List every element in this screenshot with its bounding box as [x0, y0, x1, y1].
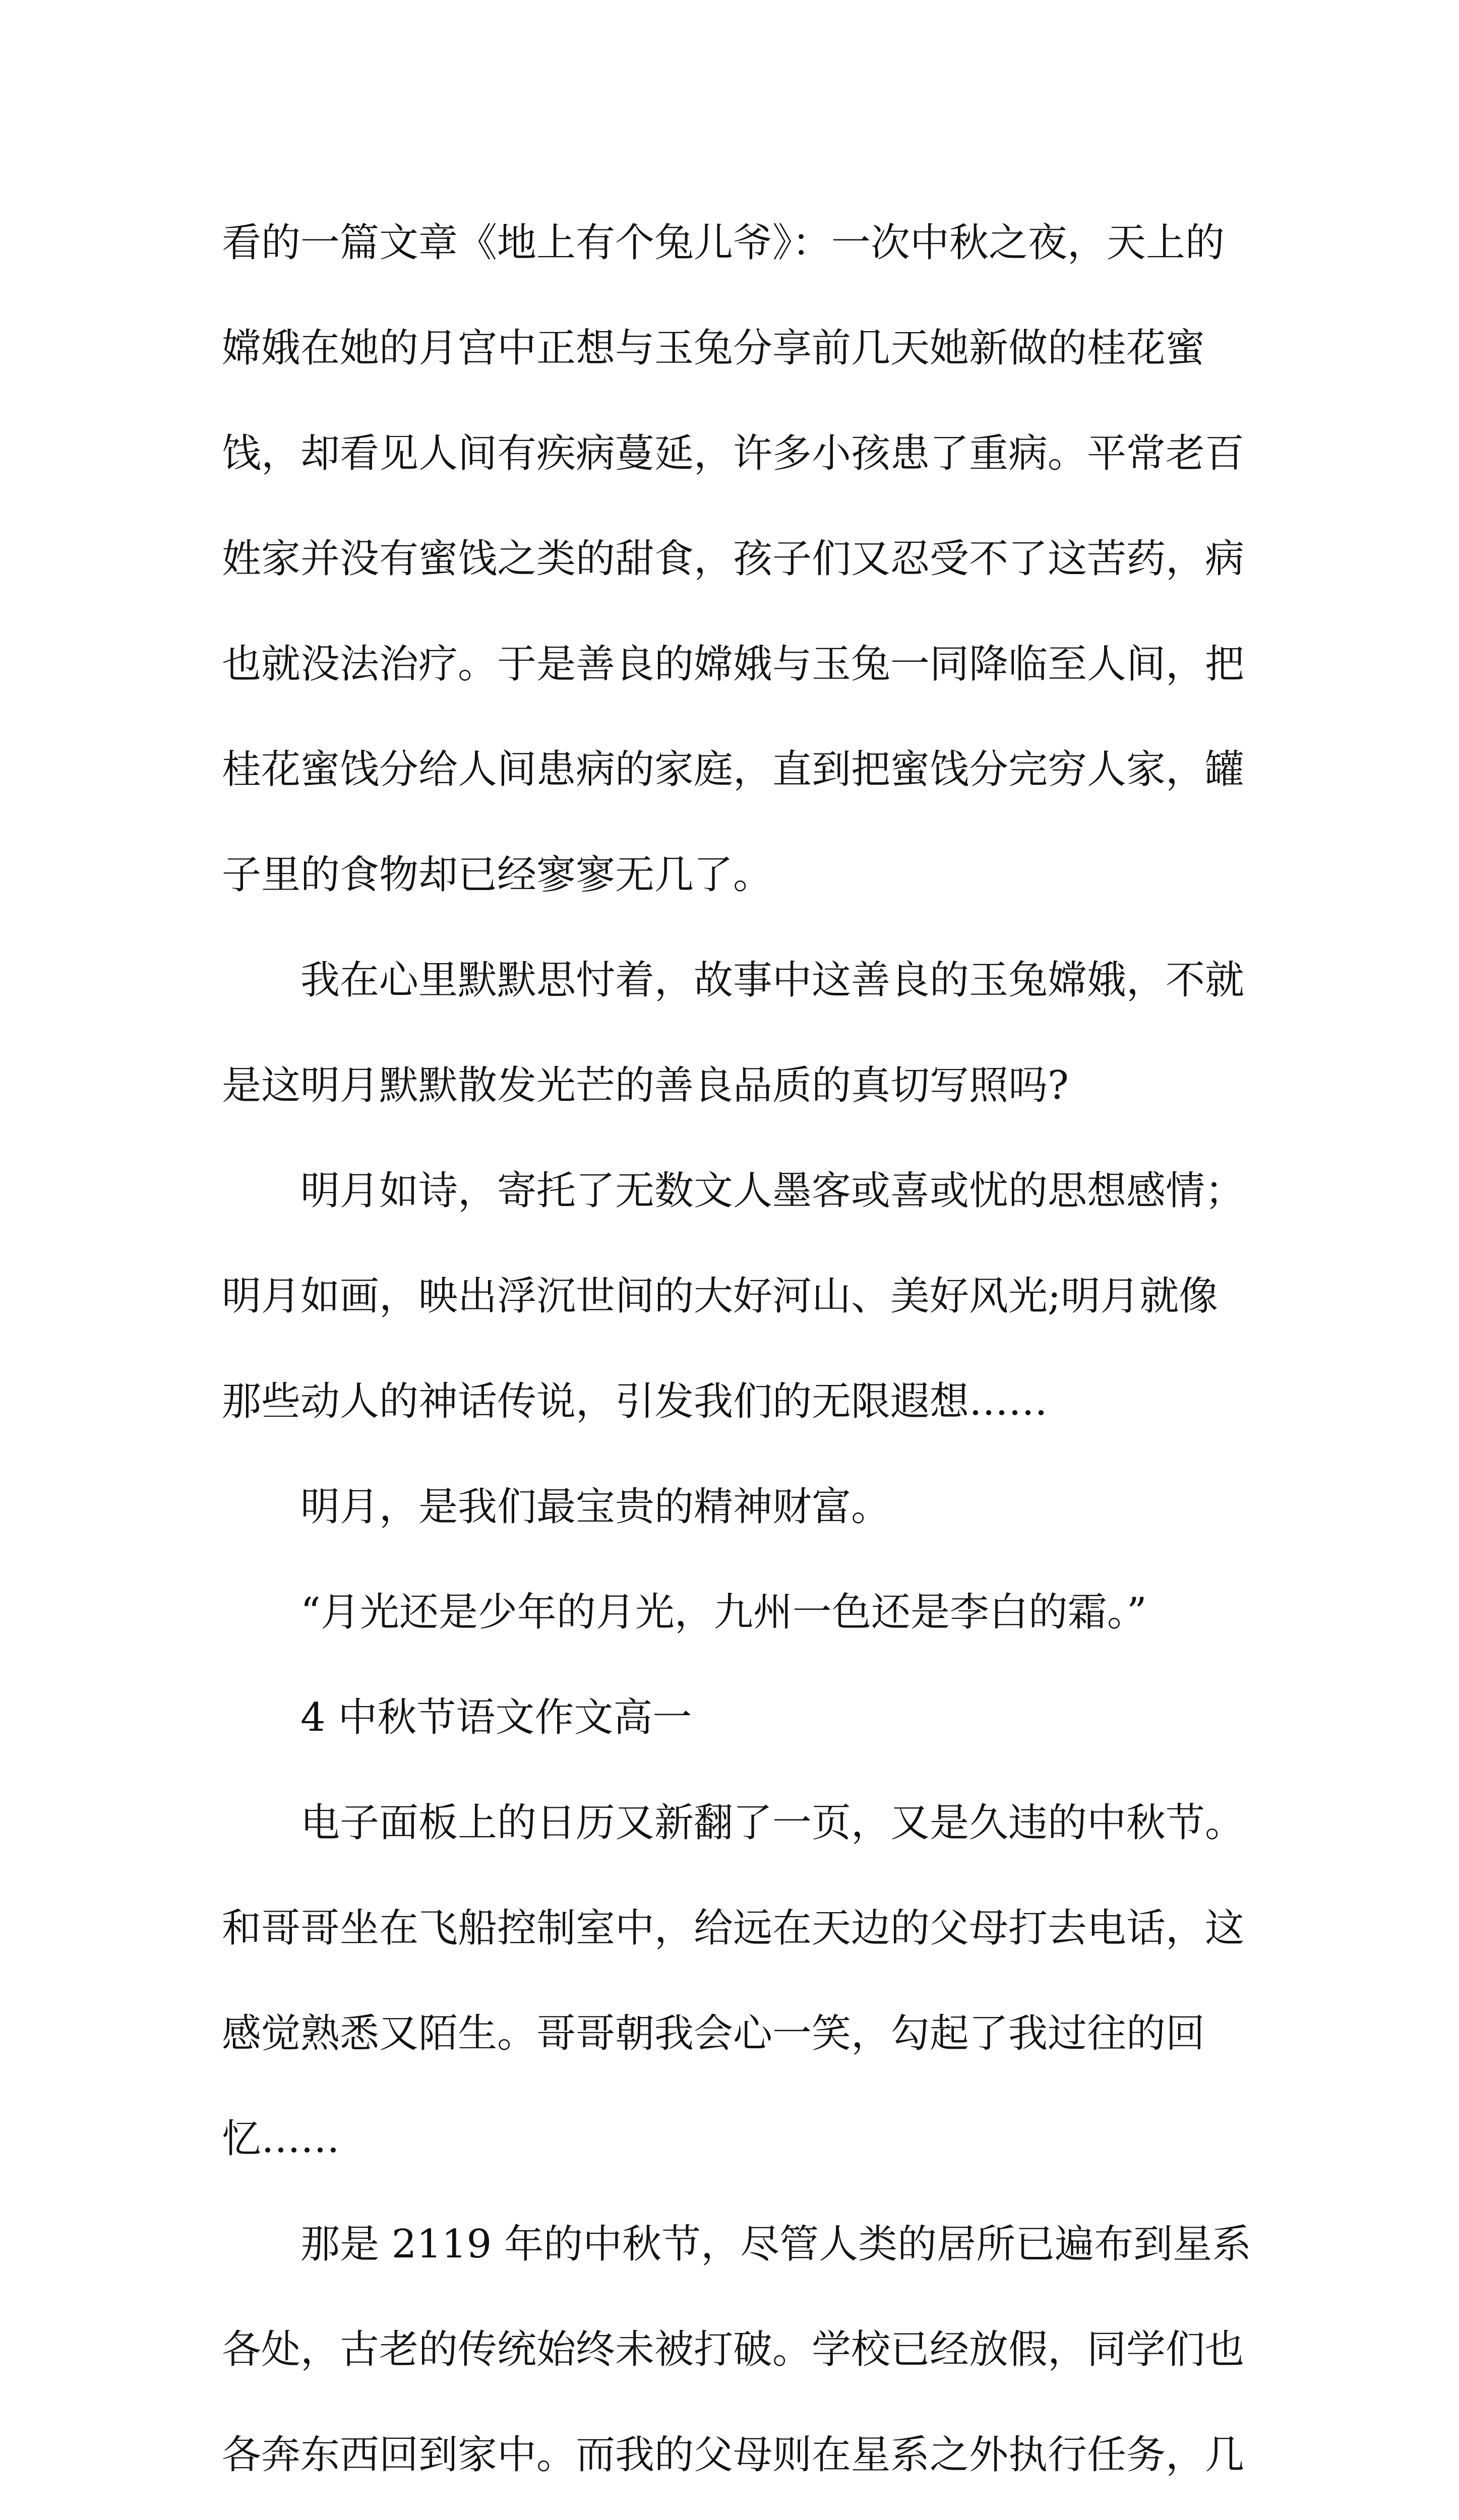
document-page [222, 191, 1250, 2520]
paragraph-wealth [222, 1455, 1250, 1560]
text-line: 也就没法治疗。于是善良的嫦娥与玉兔一同降临至人间，把 [222, 642, 1245, 687]
text-line: 子里的食物却已经寥寥无几了。 [222, 852, 773, 898]
text-line: “月光还是少年的月光，九州一色还是李白的霜。” [300, 1590, 1147, 1635]
text-line: 是这明月默默散发光芒的善良品质的真切写照吗? [222, 1063, 1069, 1108]
text-line: 感觉熟悉又陌生。哥哥朝我会心一笑，勾起了我过往的回 [222, 2011, 1205, 2056]
paragraph-calendar [222, 1771, 1250, 2192]
text-line: 饯，却看见人间有疾病蔓延，许多小孩患了重病。平常老百 [222, 431, 1245, 476]
text-line: 明月，是我们最宝贵的精神财富。 [300, 1484, 891, 1530]
paragraph-2119 [222, 2192, 1250, 2520]
text-line: 明月如诗，寄托了无数文人墨客或喜或忧的思想感情； [300, 1168, 1245, 1214]
paragraph-moon-poem [222, 1139, 1250, 1455]
text-line: 各处，古老的传统始终未被打破。学校已经放假，同学们也 [222, 2327, 1245, 2372]
text-line: 姓家并没有蜜饯之类的甜食，孩子们又忍受不了这苦药，病 [222, 536, 1245, 582]
paragraph-reflection [222, 928, 1250, 1139]
text-line: 那是 2119 年的中秋节，尽管人类的居所已遍布到星系 [300, 2222, 1252, 2267]
heading-line: 4 中秋节语文作文高一 [300, 1695, 692, 1740]
text-line: 各奔东西回到家中。而我的父母则在星系之外执行任务，几 [222, 2432, 1245, 2478]
text-line: 看的一篇文章《地上有个兔儿爷》：一次中秋之夜，天上的 [222, 220, 1225, 266]
paragraph-quote [222, 1560, 1250, 1665]
text-line [222, 2508, 1250, 2520]
text-line: 明月如画，映出浮沉世间的大好河山、美好风光;明月就像 [222, 1274, 1219, 1319]
paragraph-story [222, 191, 1250, 928]
section-heading [222, 1665, 1250, 1771]
text-line: 那些动人的神话传说，引发我们的无限遐想…… [222, 1379, 1048, 1424]
text-line: 和哥哥坐在飞船控制室中，给远在天边的父母打去电话，这 [222, 1906, 1245, 1951]
text-line: 桂花蜜饯分给人间患病的家庭，直到把蜜饯分完穷人家，罐 [222, 747, 1245, 792]
text-line: 我在心里默默思忖着，故事中这善良的玉兔嫦娥，不就 [300, 958, 1245, 1003]
text-line: 电子面板上的日历又新翻了一页，又是久违的中秋节。 [300, 1800, 1245, 1846]
text-line: 嫦娥在她的月宫中正想与玉兔分享前几天她新做的桂花蜜 [222, 326, 1205, 371]
text-line: 忆…… [222, 2116, 340, 2162]
